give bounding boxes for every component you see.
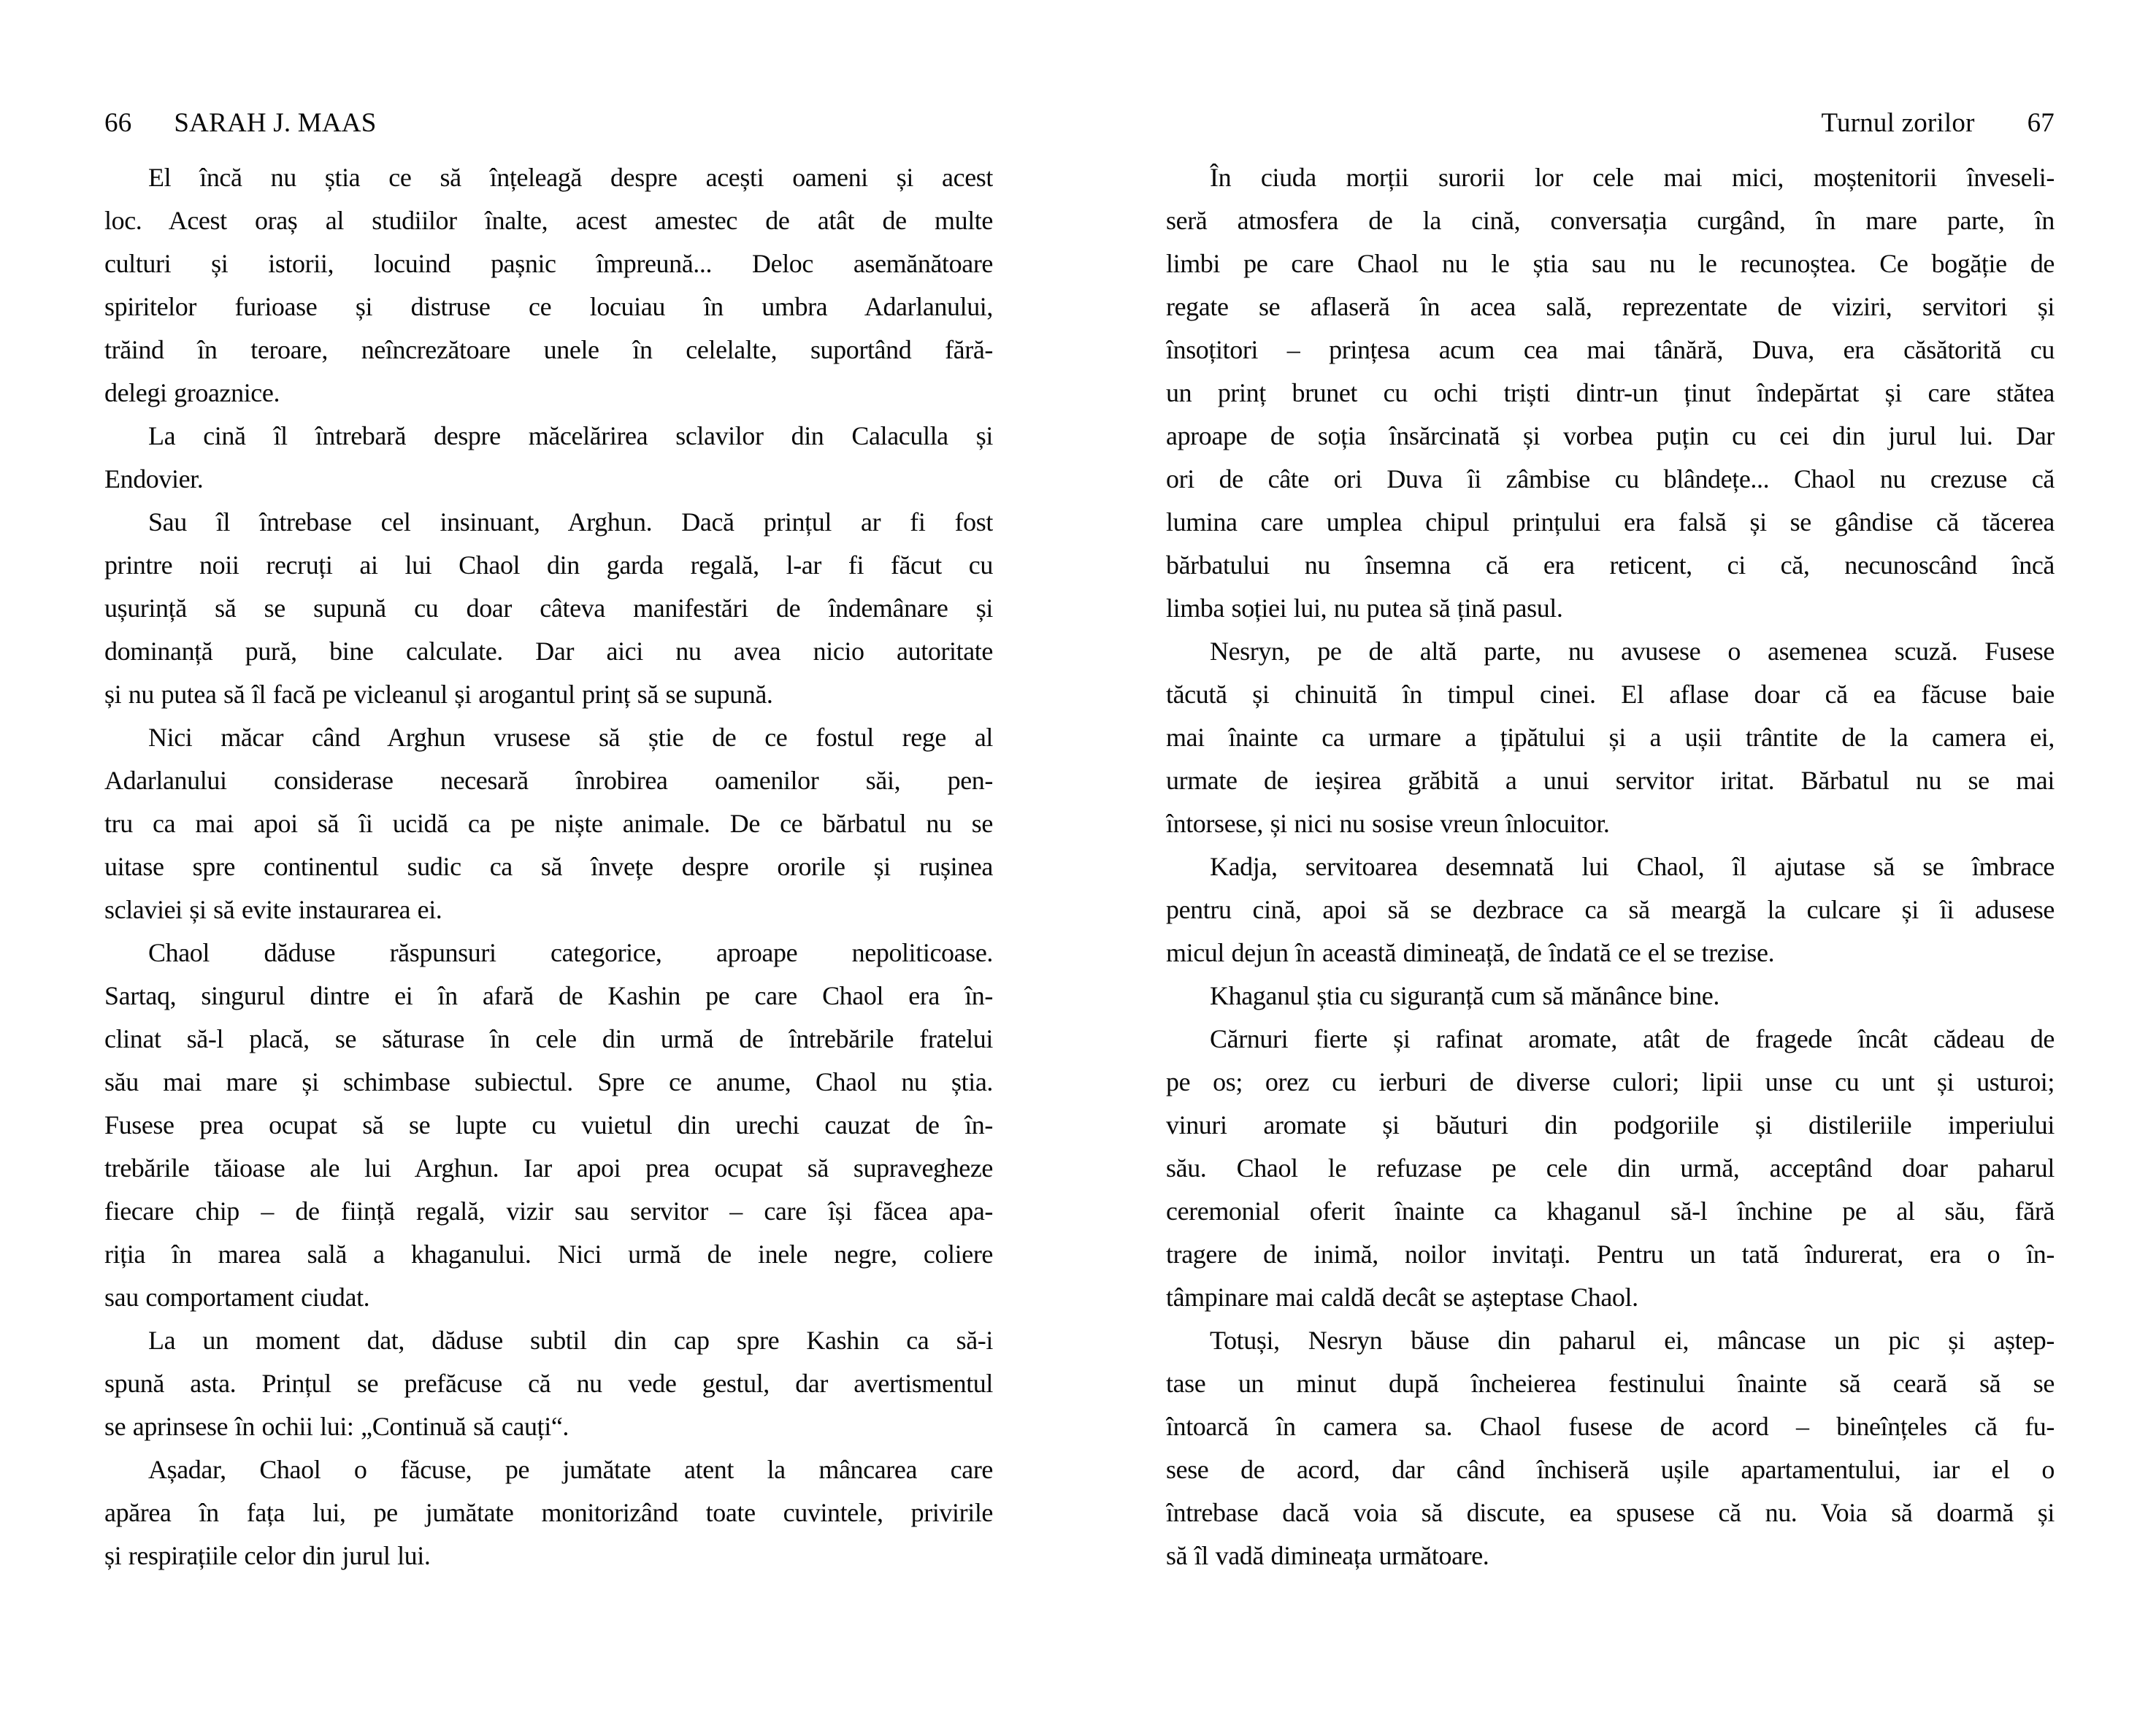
running-header: SARAH J. MAAS <box>174 108 377 138</box>
text-line: tragere de inimă, noilor invitați. Pentru un tată îndurerat, era o în- <box>1166 1240 2055 1269</box>
text-line: tru ca mai apoi să îi ucidă ca pe niște animale. De ce bărbatul nu se <box>104 809 993 838</box>
page-body-right <box>1166 156 2055 1578</box>
text-line: Totuși, Nesryn băuse din paharul ei, mâncase un pic și aștep- <box>1210 1326 2055 1355</box>
text-line: bărbatului nu însemna că era reticent, ci că, necunoscând încă <box>1166 550 2055 580</box>
text-line: tase un minut după încheierea festinului înainte să ceară să se <box>1166 1369 2055 1398</box>
text-line: său mai mare și schimbase subiectul. Spre ce anume, Chaol nu știa. <box>104 1067 993 1096</box>
text-line: delegi groaznice. <box>104 378 280 407</box>
text-line: lumina care umplea chipul prințului era falsă și se gândise că tăcerea <box>1166 507 2055 537</box>
page-number: 66 <box>104 108 132 138</box>
paragraph <box>1166 975 2055 1018</box>
text-line: tăcută și chinuită în timpul cinei. El aflase doar că ea făcuse baie <box>1166 680 2055 709</box>
text-line: și respirațiile celor din jurul lui. <box>104 1541 431 1570</box>
text-line: La un moment dat, dăduse subtil din cap spre Kashin ca să-i <box>148 1326 993 1355</box>
text-line: un prinț brunet cu ochi triști dintr-un ținut îndepărtat și care stătea <box>1166 378 2055 407</box>
text-line: Sartaq, singurul dintre ei în afară de Kashin pe care Chaol era în- <box>104 981 993 1010</box>
text-line: La cină îl întrebară despre măcelărirea sclavilor din Calaculla și <box>148 421 993 450</box>
text-line: Endovier. <box>104 464 204 493</box>
text-line: tâmpinare mai caldă decât se așteptase Chaol. <box>1166 1283 1638 1312</box>
text-line: se aprinsese în ochii lui: „Continuă să cauți“. <box>104 1412 569 1441</box>
text-line: spună asta. Prințul se prefăcuse că nu vede gestul, dar avertismentul <box>104 1369 993 1398</box>
text-line: trebările tăioase ale lui Arghun. Iar apoi prea ocupat să supravegheze <box>104 1153 993 1183</box>
text-line: urmate de ieșirea grăbită a unui servitor iritat. Bărbatul nu se mai <box>1166 766 2055 795</box>
text-line: ceremonial oferit înainte ca khaganul să-l închine pe al său, fără <box>1166 1196 2055 1226</box>
text-line: ori de câte ori Duva îi zâmbise cu blândețe... Chaol nu crezuse că <box>1166 464 2055 493</box>
paragraph <box>1166 1018 2055 1319</box>
text-line: sau comportament ciudat. <box>104 1283 370 1312</box>
text-line: ușurință să se supună cu doar câteva manifestări de îndemânare și <box>104 593 993 623</box>
paragraph <box>104 931 993 1319</box>
text-line: aproape de soția însărcinată și vorbea puțin cu cei din jurul lui. Dar <box>1166 421 2055 450</box>
paragraph <box>1166 1319 2055 1578</box>
paragraph <box>104 415 993 501</box>
text-line: riția în marea sală a khaganului. Nici urmă de inele negre, coliere <box>104 1240 993 1269</box>
text-line: mai înainte ca urmare a țipătului și a ușii trântite de la camera ei, <box>1166 723 2055 752</box>
text-line: Kadja, servitoarea desemnată lui Chaol, îl ajutase să se îmbrace <box>1210 852 2055 881</box>
paragraph <box>1166 845 2055 975</box>
text-line: loc. Acest oraș al studiilor înalte, acest amestec de atât de multe <box>104 206 993 235</box>
text-line: sese de acord, dar când închiseră ușile apartamentului, iar el o <box>1166 1455 2055 1484</box>
text-line: Adarlanului considerase necesară înrobirea oamenilor săi, pen- <box>104 766 993 795</box>
text-line: sclaviei și să evite instaurarea ei. <box>104 895 442 924</box>
text-line: întorsese, și nici nu sosise vreun înlocuitor. <box>1166 809 1610 838</box>
text-line: pentru cină, apoi să se dezbrace ca să meargă la culcare și îi adusese <box>1166 895 2055 924</box>
text-line: întoarcă în camera sa. Chaol fusese de acord – bineînțeles că fu- <box>1166 1412 2055 1441</box>
text-line: În ciuda morții surorii lor cele mai mici, moștenitorii înveseli- <box>1210 163 2055 192</box>
text-line: regate se aflaseră în acea sală, reprezentate de viziri, servitori și <box>1166 292 2055 321</box>
text-line: spiritelor furioase și distruse ce locuiau în umbra Adarlanului, <box>104 292 993 321</box>
text-line: clinat să-l placă, se săturase în cele din urmă de întrebările fratelui <box>104 1024 993 1053</box>
text-line: întrebase dacă voia să discute, ea spusese că nu. Voia să doarmă și <box>1166 1498 2055 1527</box>
paragraph <box>1166 156 2055 630</box>
text-line: fiecare chip – de ființă regală, vizir sau servitor – care își făcea apa- <box>104 1196 993 1226</box>
paragraph <box>1166 630 2055 845</box>
text-line: printre noii recruți ai lui Chaol din garda regală, l-ar fi făcut cu <box>104 550 993 580</box>
page-number: 67 <box>2027 108 2055 138</box>
paragraph <box>104 501 993 716</box>
text-line: micul dejun în această dimineață, de îndată ce el se trezise. <box>1166 938 1775 967</box>
text-line: Cărnuri fierte și rafinat aromate, atât de fragede încât cădeau de <box>1210 1024 2055 1053</box>
page-header-right <box>1822 108 2055 139</box>
text-line: său. Chaol le refuzase pe cele din urmă, acceptând doar paharul <box>1166 1153 2055 1183</box>
text-line: Nesryn, pe de altă parte, nu avusese o asemenea scuză. Fusese <box>1210 637 2055 666</box>
page-body-left <box>104 156 993 1578</box>
text-line: trăind în teroare, neîncrezătoare unele în celelalte, suportând fără- <box>104 335 993 364</box>
text-line: El încă nu știa ce să înțeleagă despre acești oameni și acest <box>148 163 993 192</box>
paragraph <box>104 1448 993 1578</box>
text-line: Fusese prea ocupat să se lupte cu vuietul din urechi cauzat de în- <box>104 1110 993 1140</box>
text-line: pe os; orez cu ierburi de diverse culori; lipii unse cu unt și usturoi; <box>1166 1067 2055 1096</box>
text-line: apărea în fața lui, pe jumătate monitorizând toate cuvintele, privirile <box>104 1498 993 1527</box>
text-line: Nici măcar când Arghun vrusese să știe de ce fostul rege al <box>148 723 993 752</box>
paragraph <box>104 716 993 931</box>
page-header-left <box>104 108 377 139</box>
text-line: limba soției lui, nu putea să țină pasul. <box>1166 593 1563 623</box>
paragraph <box>104 1319 993 1448</box>
text-line: seră atmosfera de la cină, conversația curgând, în mare parte, în <box>1166 206 2055 235</box>
text-line: Sau îl întrebase cel insinuant, Arghun. Dacă prințul ar fi fost <box>148 507 993 537</box>
text-line: Khaganul știa cu siguranță cum să mănânce bine. <box>1210 981 1719 1010</box>
text-line: dominanță pură, bine calculate. Dar aici nu avea nicio autoritate <box>104 637 993 666</box>
text-line: Așadar, Chaol o făcuse, pe jumătate atent la mâncarea care <box>148 1455 993 1484</box>
text-line: Chaol dăduse răspunsuri categorice, aproape nepoliticoase. <box>148 938 993 967</box>
text-line: limbi pe care Chaol nu le știa sau nu le recunoștea. Ce bogăție de <box>1166 249 2055 278</box>
text-line: culturi și istorii, locuind pașnic împreună... Deloc asemănătoare <box>104 249 993 278</box>
paragraph <box>104 156 993 415</box>
text-line: vinuri aromate și băuturi din podgoriile și distileriile imperiului <box>1166 1110 2055 1140</box>
text-line: uitase spre continentul sudic ca să învețe despre ororile și rușinea <box>104 852 993 881</box>
text-line: să îl vadă dimineața următoare. <box>1166 1541 1489 1570</box>
text-line: și nu putea să îl facă pe vicleanul și arogantul prinț să se supună. <box>104 680 773 709</box>
running-header: Turnul zorilor <box>1821 108 1975 138</box>
text-line: însoțitori – prințesa acum cea mai tânără, Duva, era căsătorită cu <box>1166 335 2055 364</box>
